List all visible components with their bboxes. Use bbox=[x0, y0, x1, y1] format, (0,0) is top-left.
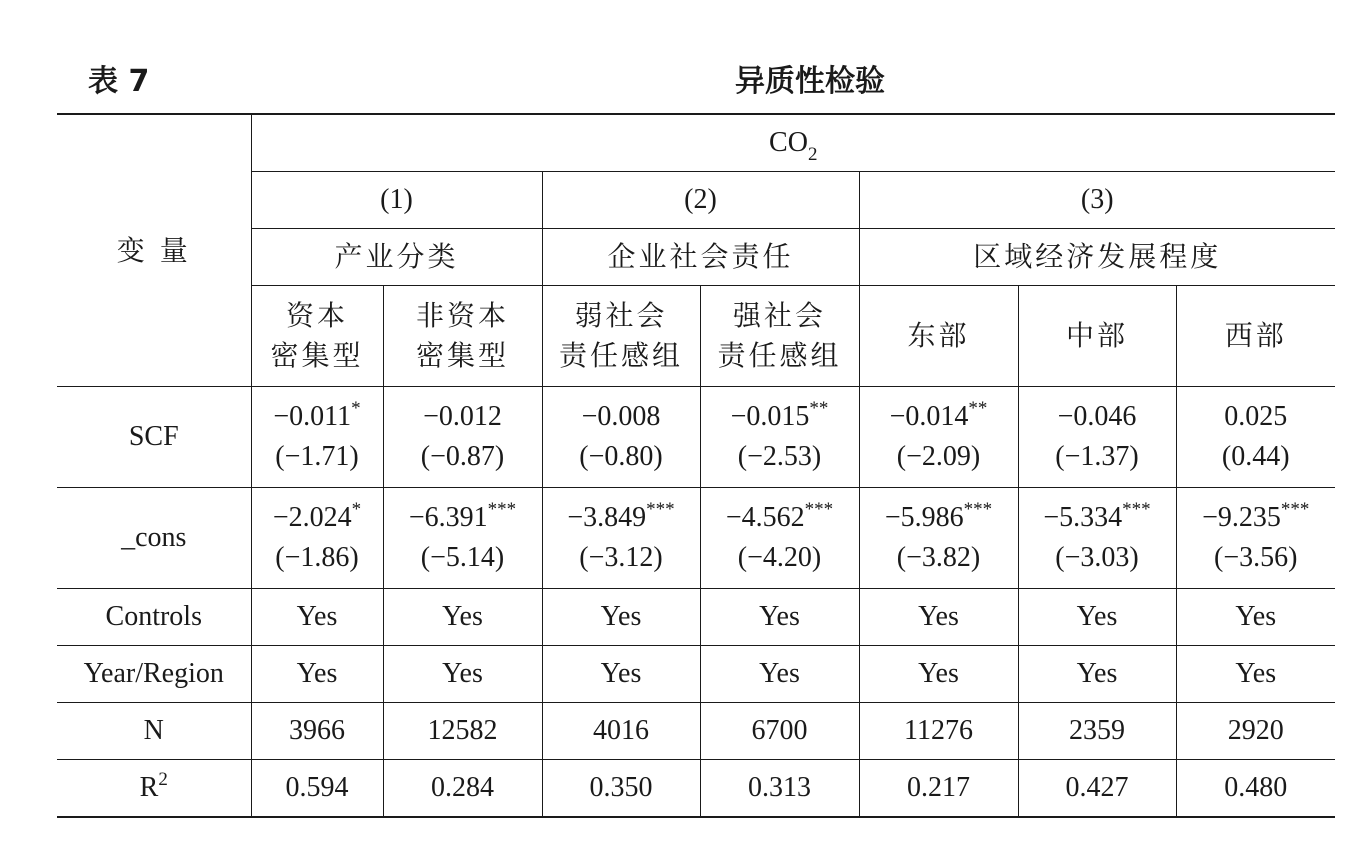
row-label-r2 bbox=[57, 760, 251, 818]
row-year-region bbox=[57, 646, 1335, 703]
coefficient: −6.391 bbox=[408, 502, 488, 533]
row-n bbox=[57, 703, 1335, 760]
r2-cell: 0.217 bbox=[859, 760, 1018, 818]
row-label-scf: SCF bbox=[57, 387, 251, 488]
group-header-industry: 产业分类 bbox=[251, 229, 542, 286]
model-header-2: (2) bbox=[542, 172, 859, 229]
scf-cell-6 bbox=[1018, 387, 1176, 488]
coefficient: −3.849 bbox=[567, 502, 647, 533]
t-statistic: (−4.20) bbox=[737, 542, 822, 573]
heterogeneity-table bbox=[57, 113, 1335, 818]
coef-line bbox=[543, 498, 700, 538]
significance-stars: *** bbox=[804, 499, 834, 520]
r2-cell: 0.284 bbox=[383, 760, 542, 818]
controls-cell: Yes bbox=[1176, 589, 1335, 646]
t-statistic: (0.44) bbox=[1221, 441, 1290, 472]
header-row-dependent bbox=[57, 114, 1335, 172]
dependent-variable-header bbox=[251, 114, 1335, 172]
group-header-csr: 企业社会责任 bbox=[542, 229, 859, 286]
row-label-n: N bbox=[57, 703, 251, 760]
year-region-cell: Yes bbox=[700, 646, 859, 703]
coefficient: −5.986 bbox=[884, 502, 964, 533]
subgroup-weak-csr bbox=[542, 286, 700, 387]
subgroup-line: 强社会 bbox=[732, 299, 826, 332]
group-header-region: 区域经济发展程度 bbox=[859, 229, 1335, 286]
r2-cell: 0.594 bbox=[251, 760, 383, 818]
t-statistic: (−3.82) bbox=[896, 542, 981, 573]
n-cell: 12582 bbox=[383, 703, 542, 760]
coef-line bbox=[252, 397, 383, 437]
table-title: 异质性检验 bbox=[735, 64, 885, 99]
row-controls bbox=[57, 589, 1335, 646]
coef-line bbox=[1177, 397, 1336, 437]
subgroup-line: 责任感组 bbox=[717, 339, 842, 372]
coefficient: −0.012 bbox=[423, 401, 502, 432]
cons-cell-7 bbox=[1176, 488, 1335, 589]
t-statistic: (−1.71) bbox=[275, 441, 359, 472]
significance-stars: ** bbox=[809, 398, 829, 419]
subgroup-central: 中部 bbox=[1018, 286, 1176, 387]
r2-cell: 0.480 bbox=[1176, 760, 1335, 818]
year-region-cell: Yes bbox=[859, 646, 1018, 703]
t-statistic: (−5.14) bbox=[420, 542, 505, 573]
year-region-cell: Yes bbox=[251, 646, 383, 703]
significance-stars: *** bbox=[487, 499, 517, 520]
year-region-cell: Yes bbox=[542, 646, 700, 703]
coefficient: −0.014 bbox=[889, 401, 969, 432]
r2-label-superscript: 2 bbox=[158, 769, 168, 790]
year-region-cell: Yes bbox=[383, 646, 542, 703]
year-region-cell: Yes bbox=[1176, 646, 1335, 703]
row-label-cons: _cons bbox=[57, 488, 251, 589]
coef-line bbox=[860, 397, 1018, 437]
scf-cell-5 bbox=[859, 387, 1018, 488]
coefficient: −0.011 bbox=[273, 401, 352, 432]
r2-cell: 0.427 bbox=[1018, 760, 1176, 818]
dependent-variable-name: CO bbox=[769, 127, 808, 158]
subgroup-non-capital-intensive bbox=[383, 286, 542, 387]
scf-cell-4 bbox=[700, 387, 859, 488]
subgroup-line: 非资本 bbox=[415, 299, 509, 332]
coefficient: −4.562 bbox=[725, 502, 805, 533]
significance-stars: *** bbox=[1122, 499, 1151, 520]
t-statistic: (−1.37) bbox=[1055, 441, 1139, 472]
t-statistic: (−3.12) bbox=[579, 542, 663, 573]
controls-cell: Yes bbox=[251, 589, 383, 646]
coefficient: 0.025 bbox=[1224, 401, 1288, 432]
coefficient: −0.008 bbox=[581, 401, 661, 432]
t-statistic: (−1.86) bbox=[275, 542, 359, 573]
model-header-1: (1) bbox=[251, 172, 542, 229]
coefficient: −5.334 bbox=[1043, 502, 1123, 533]
n-cell: 11276 bbox=[859, 703, 1018, 760]
coefficient: −2.024 bbox=[272, 502, 352, 533]
subgroup-line: 资本 bbox=[285, 299, 348, 332]
subgroup-east: 东部 bbox=[859, 286, 1018, 387]
t-statistic: (−0.87) bbox=[420, 441, 505, 472]
controls-cell: Yes bbox=[1018, 589, 1176, 646]
coef-line bbox=[1019, 397, 1176, 437]
coef-line bbox=[701, 397, 859, 437]
row-cons bbox=[57, 488, 1335, 589]
significance-stars: *** bbox=[646, 499, 675, 520]
subgroup-line: 弱社会 bbox=[574, 299, 668, 332]
t-statistic: (−2.09) bbox=[896, 441, 981, 472]
coef-line bbox=[384, 397, 542, 437]
cons-cell-1 bbox=[251, 488, 383, 589]
r2-cell: 0.350 bbox=[542, 760, 700, 818]
controls-cell: Yes bbox=[859, 589, 1018, 646]
t-statistic: (−2.53) bbox=[737, 441, 822, 472]
coefficient: −0.046 bbox=[1057, 401, 1137, 432]
row-label-controls: Controls bbox=[57, 589, 251, 646]
t-statistic: (−3.56) bbox=[1214, 542, 1298, 573]
coef-line bbox=[543, 397, 700, 437]
scf-cell-2 bbox=[383, 387, 542, 488]
n-cell: 4016 bbox=[542, 703, 700, 760]
t-statistic: (−0.80) bbox=[579, 441, 663, 472]
n-cell: 2359 bbox=[1018, 703, 1176, 760]
significance-stars: * bbox=[351, 499, 362, 520]
subgroup-capital-intensive bbox=[251, 286, 383, 387]
subgroup-line: 密集型 bbox=[415, 339, 509, 372]
row-label-year-region: Year/Region bbox=[57, 646, 251, 703]
significance-stars: ** bbox=[968, 398, 988, 419]
coef-line bbox=[1177, 498, 1336, 538]
t-statistic: (−3.03) bbox=[1055, 542, 1139, 573]
coef-line bbox=[701, 498, 859, 538]
cons-cell-5 bbox=[859, 488, 1018, 589]
coef-line bbox=[384, 498, 542, 538]
subgroup-strong-csr bbox=[700, 286, 859, 387]
controls-cell: Yes bbox=[383, 589, 542, 646]
cons-cell-4 bbox=[700, 488, 859, 589]
n-cell: 2920 bbox=[1176, 703, 1335, 760]
coefficient: −9.235 bbox=[1202, 502, 1281, 533]
table-number: 表 7 bbox=[88, 64, 150, 99]
scf-cell-1 bbox=[251, 387, 383, 488]
subgroup-west: 西部 bbox=[1176, 286, 1335, 387]
scf-cell-7 bbox=[1176, 387, 1335, 488]
controls-cell: Yes bbox=[700, 589, 859, 646]
variable-header: 变 量 bbox=[57, 114, 251, 387]
controls-cell: Yes bbox=[542, 589, 700, 646]
year-region-cell: Yes bbox=[1018, 646, 1176, 703]
n-cell: 6700 bbox=[700, 703, 859, 760]
r2-label-base: R bbox=[139, 772, 159, 803]
model-header-3: (3) bbox=[859, 172, 1335, 229]
row-scf bbox=[57, 387, 1335, 488]
significance-stars: * bbox=[351, 398, 361, 419]
cons-cell-3 bbox=[542, 488, 700, 589]
n-cell: 3966 bbox=[251, 703, 383, 760]
subgroup-line: 责任感组 bbox=[558, 339, 683, 372]
significance-stars: *** bbox=[1280, 499, 1310, 520]
coefficient: −0.015 bbox=[730, 401, 810, 432]
coef-line bbox=[860, 498, 1018, 538]
subgroup-line: 密集型 bbox=[270, 339, 364, 372]
row-r2 bbox=[57, 760, 1335, 818]
dependent-variable-subscript: 2 bbox=[807, 144, 818, 165]
significance-stars: *** bbox=[963, 499, 993, 520]
cons-cell-6 bbox=[1018, 488, 1176, 589]
coef-line bbox=[252, 498, 383, 538]
coef-line bbox=[1019, 498, 1176, 538]
r2-cell: 0.313 bbox=[700, 760, 859, 818]
scf-cell-3 bbox=[542, 387, 700, 488]
cons-cell-2 bbox=[383, 488, 542, 589]
